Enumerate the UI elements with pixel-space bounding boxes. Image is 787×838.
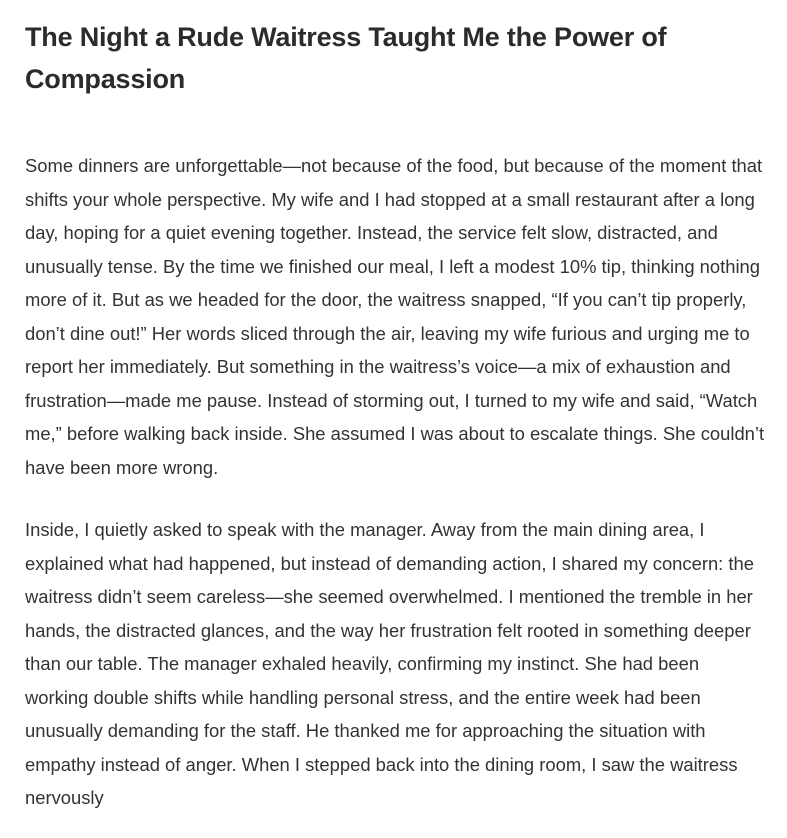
article-paragraph-1: Some dinners are unforgettable—not because of the food, but because of the moment that shifts your whole perspective. My wife and I had stopped at a small restaurant after a long day, hoping for a quiet evening together. Instead, the service felt slow, distracted, and unusually tense. By the time we finished our meal, I left a modest 10% tip, thinking nothing more of it. But as we headed for the door, the waitress snapped, “If you can’t tip properly, don’t dine out!” Her words sliced through the air, leaving my wife furious and urging me to report her immediately. But something in the waitress’s voice—a mix of exhaustion and frustration—made me pause. Instead of storming out, I turned to my wife and said, “Watch me,” before walking back inside. She assumed I was about to escalate things. She couldn’t have been more wrong. [25, 155, 765, 478]
article [25, 0, 765, 815]
article-paragraph-2: Inside, I quietly asked to speak with the manager. Away from the main dining area, I explained what had happened, but instead of demanding action, I shared my concern: the waitress didn’t seem careless—she seemed overwhelmed. I mentioned the tremble in her hands, the distracted glances, and the way her frustration felt rooted in something deeper than our table. The manager exhaled heavily, confirming my instinct. She had been working double shifts while handling personal stress, and the entire week had been unusually demanding for the staff. He thanked me for approaching the situation with empathy instead of anger. When I stepped back into the dining room, I saw the waitress nervously [25, 519, 754, 808]
article-title: The Night a Rude Waitress Taught Me the Power of Compassion [25, 22, 667, 94]
